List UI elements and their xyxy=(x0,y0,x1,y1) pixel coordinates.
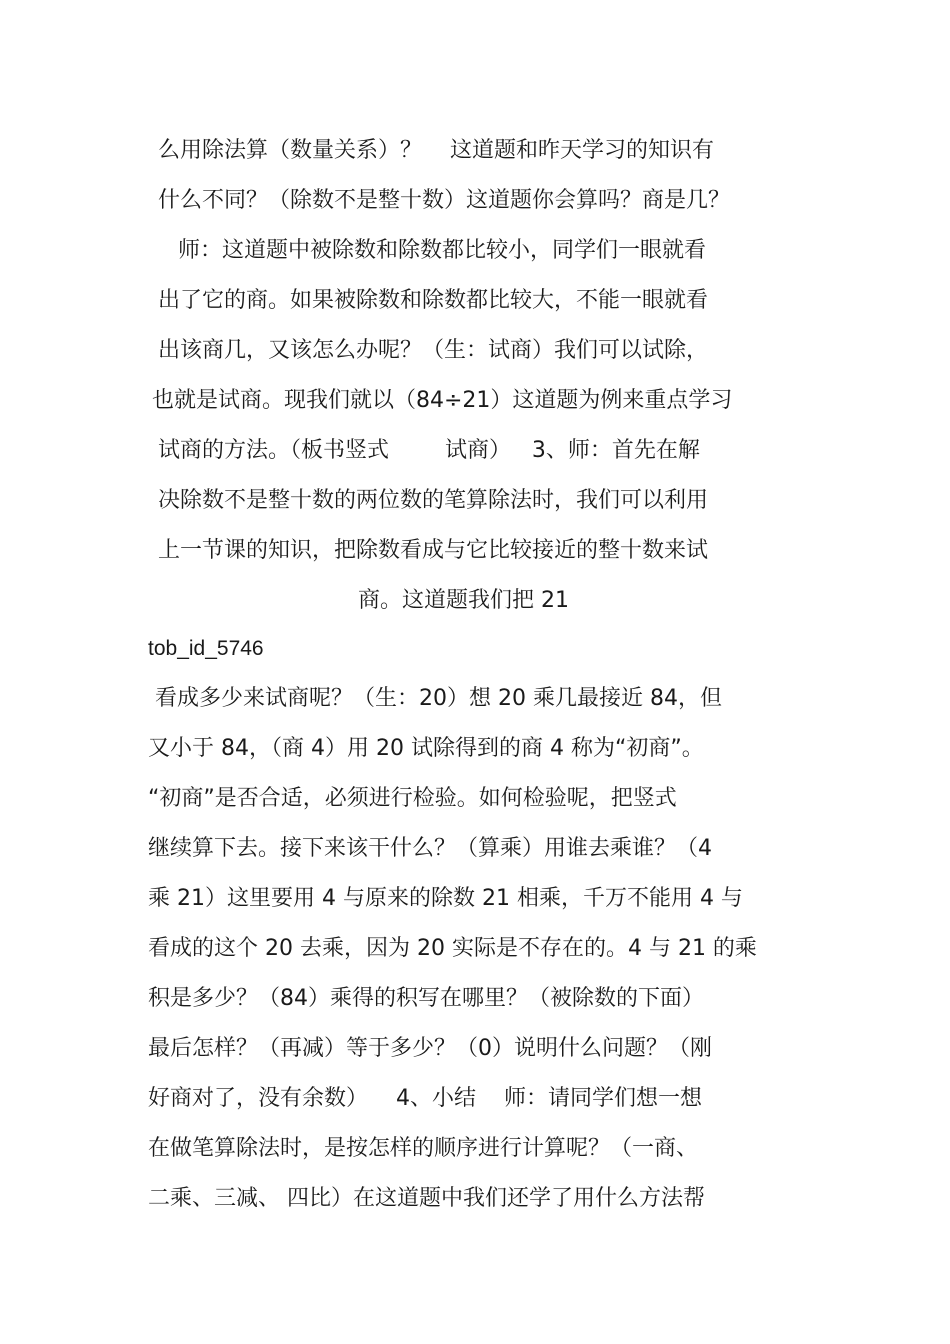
text-line: 什么不同？（除数不是整十数）这道题你会算吗？商是几？ xyxy=(158,188,731,213)
text-line: 试商的方法。（板书竖式 试商） 3、师：首先在解 xyxy=(158,438,700,463)
text-line: 继续算下去。接下来该干什么？（算乘）用谁去乘谁？（4 xyxy=(148,836,712,861)
text-line: 师：这道题中被除数和除数都比较小，同学们一眼就看 xyxy=(164,238,706,263)
text-line: 决除数不是整十数的两位数的笔算除法时，我们可以利用 xyxy=(158,488,709,513)
text-line: 又小于 84，（商 4）用 20 试除得到的商 4 称为“初商”。 xyxy=(148,736,704,761)
text-line: 在做笔算除法时，是按怎样的顺序进行计算呢？（一商、 xyxy=(148,1136,699,1161)
text-line: 出该商几，又该怎么办呢？（生：试商）我们可以试除， xyxy=(158,338,709,363)
text-line: “初商”是否合适，必须进行检验。如何检验呢，把竖式 xyxy=(148,786,677,811)
text-line: 积是多少？（84）乘得的积写在哪里？（被除数的下面） xyxy=(148,986,704,1011)
document-id-label: tob_id_5746 xyxy=(148,637,264,660)
text-line: 最后怎样？（再减）等于多少？（0）说明什么问题？（刚 xyxy=(148,1036,712,1061)
text-line: 好商对了，没有余数） 4、小结 师：请同学们想一想 xyxy=(148,1086,702,1111)
text-line: 么用除法算（数量关系）？ 这道题和昨天学习的知识有 xyxy=(158,138,714,163)
text-line: 看成多少来试商呢？（生：20）想 20 乘几最接近 84，但 xyxy=(148,686,722,711)
text-line: 出了它的商。如果被除数和除数都比较大，不能一眼就看 xyxy=(158,288,709,313)
text-line: 乘 21）这里要用 4 与原来的除数 21 相乘，千万不能用 4 与 xyxy=(148,886,743,911)
text-line: 二乘、三减、 四比）在这道题中我们还学了用什么方法帮 xyxy=(148,1186,705,1211)
text-line: 上一节课的知识，把除数看成与它比较接近的整十数来试 xyxy=(158,538,709,563)
text-line: 也就是试商。现我们就以（84÷21）这道题为例来重点学习 xyxy=(152,388,733,413)
text-line: 看成的这个 20 去乘，因为 20 实际是不存在的。4 与 21 的乘 xyxy=(148,936,757,961)
text-line: 商。这道题我们把 21 xyxy=(358,588,569,613)
